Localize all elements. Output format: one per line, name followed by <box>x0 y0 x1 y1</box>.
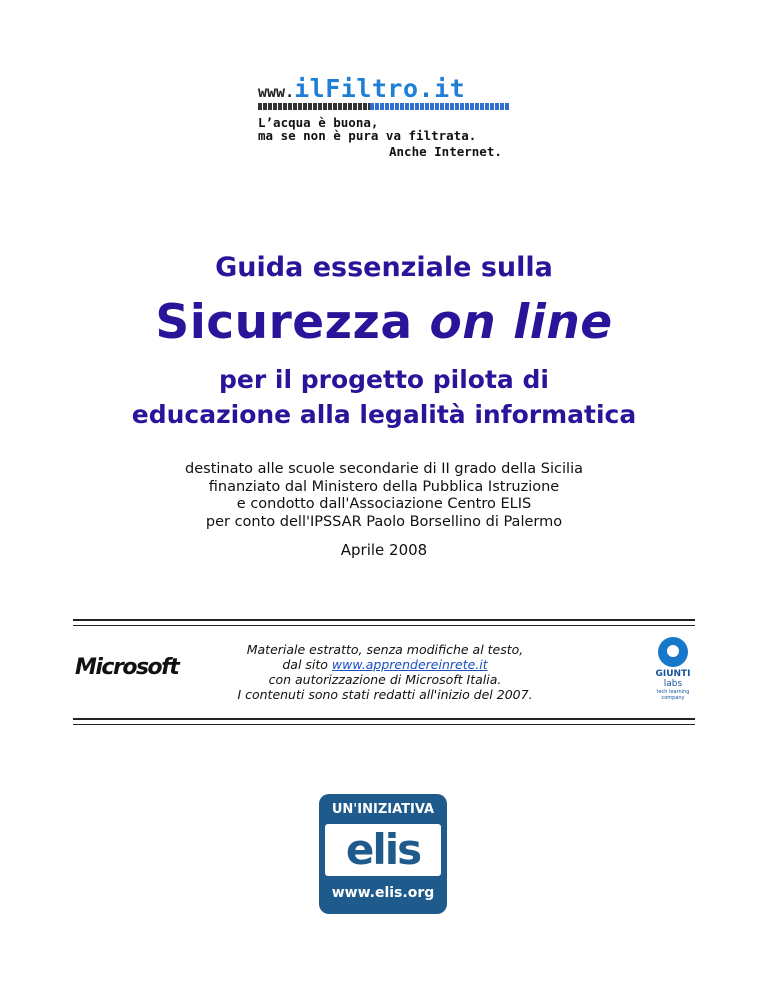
note-line <box>200 657 570 672</box>
subtitle-line-2: educazione alla legalità informatica <box>131 400 637 429</box>
source-link[interactable]: www.apprendereinrete.it <box>331 657 488 672</box>
site-logo-prefix: www. <box>258 83 295 101</box>
subtitle-line-1: per il progetto pilota di <box>219 365 549 394</box>
note-line: con autorizzazione di Microsoft Italia. <box>268 672 502 687</box>
giunti-labs-logo <box>648 637 698 701</box>
tagline-line-2: ma se non è pura va filtrata. <box>258 128 477 143</box>
subtitle-top: Guida essenziale sulla <box>215 252 553 283</box>
site-logo-name: ilFiltro.it <box>294 74 466 103</box>
description-line: per conto dell'IPSSAR Paolo Borsellino di Palermo <box>205 513 563 530</box>
giunti-circle-icon <box>658 637 688 667</box>
divider-bottom <box>73 718 695 725</box>
main-title-italic: on line <box>429 295 613 350</box>
description <box>0 461 768 531</box>
giunti-tagline: tech learning company <box>656 689 690 701</box>
main-title-word: Sicurezza <box>155 295 413 350</box>
elis-url: www.elis.org <box>331 885 435 901</box>
logo-bar <box>258 103 510 110</box>
elis-initiative-label: UN'INIZIATIVA <box>331 802 435 817</box>
description-line: e condotto dall'Associazione Centro ELIS <box>236 496 532 512</box>
source-note <box>200 642 570 702</box>
main-title <box>0 295 768 350</box>
description-line: finanziato dal Ministero della Pubblica Istruzione <box>208 478 560 495</box>
giunti-labs: labs <box>663 679 683 689</box>
note-line: Materiale estratto, senza modifiche al testo, <box>246 642 524 657</box>
giunti-name: GIUNTI <box>655 669 691 679</box>
elis-badge <box>319 794 447 914</box>
microsoft-logo: Microsoft <box>75 655 179 680</box>
tagline-line-3: Anche Internet. <box>389 144 502 159</box>
publication-date: Aprile 2008 <box>340 541 428 559</box>
note-line: I contenuti sono stati redatti all'inizio del 2007. <box>237 687 533 702</box>
tagline-line-1: L’acqua è buona, <box>258 115 379 130</box>
description-line: destinato alle scuole secondarie di II grado della Sicilia <box>185 461 583 477</box>
note-prefix: dal sito <box>282 657 328 672</box>
elis-logo: elis <box>325 824 441 876</box>
divider-top <box>73 619 695 626</box>
site-logo <box>258 74 518 103</box>
